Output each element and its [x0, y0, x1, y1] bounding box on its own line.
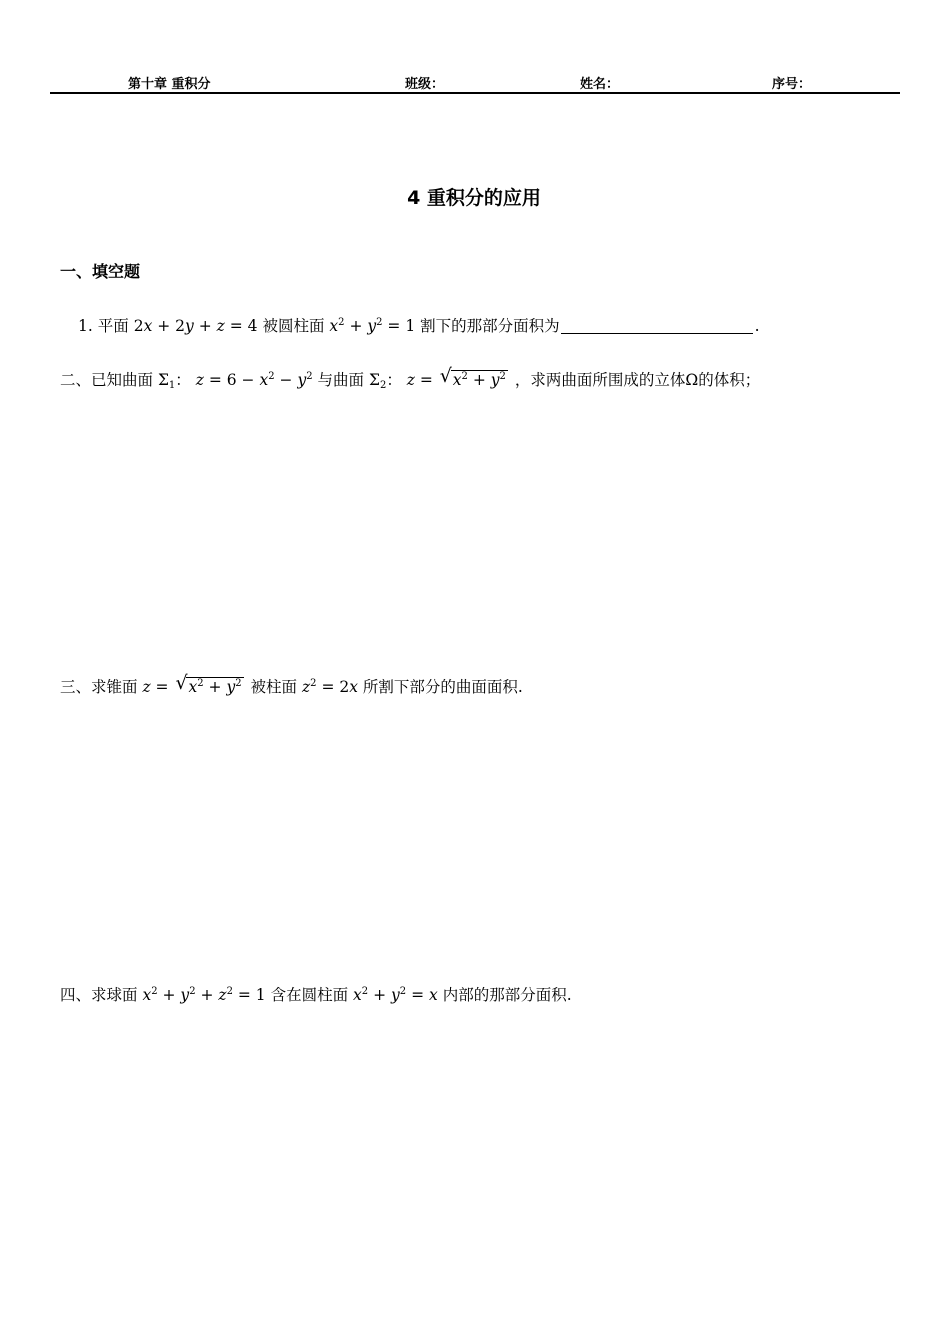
answer-blank[interactable] — [561, 317, 753, 334]
surface-2-label: $\Sigma_2$： — [368, 371, 402, 391]
cylinder-equation: $x^2 + y^2 = x$ — [353, 986, 438, 1004]
question-text: 与曲面 — [317, 371, 365, 389]
question-text: 含在圆柱面 — [270, 986, 349, 1004]
question-text: ，求两曲面所围成的立体 — [514, 371, 686, 389]
question-text: 被圆柱面 — [262, 317, 325, 335]
question-text: 平面 — [97, 317, 129, 335]
question-text: 三、求锥面 — [60, 678, 138, 696]
question-text: 被柱面 — [250, 678, 298, 696]
sequence-label: 序号： — [772, 77, 812, 92]
question-text: 二、已知曲面 — [60, 371, 154, 389]
name-label: 姓名： — [580, 77, 620, 92]
question-number: 1. — [78, 317, 93, 335]
question-text: 的体积； — [698, 371, 761, 389]
cylinder-equation: $z^2 = 2x$ — [301, 678, 358, 696]
chapter-label: 第十章 重积分 — [128, 77, 211, 92]
question-text: 四、求球面 — [60, 986, 138, 1004]
surface-2-equation: z = √ $x^2 + y^2$ — [406, 365, 506, 389]
omega-symbol: Ω — [685, 371, 699, 389]
question-1 — [78, 315, 760, 337]
surface-1-label: $\Sigma_1$： — [157, 371, 191, 391]
question-text: 所割下部分的曲面面积. — [362, 678, 523, 696]
question-3 — [60, 672, 523, 698]
section-heading-fill-blank: 一、填空题 — [60, 262, 141, 281]
sphere-equation: $x^2 + y^2 + z^2 = 1$ — [142, 986, 266, 1004]
period: . — [754, 317, 760, 335]
worksheet-header — [50, 70, 900, 94]
plane-equation: 2x + 2y + z = 4 — [133, 317, 258, 335]
question-2 — [60, 365, 761, 391]
question-text: 割下的那部分面积为 — [420, 317, 560, 335]
page-title: 4 重积分的应用 — [407, 187, 541, 209]
question-text: 内部的那部分面积. — [442, 986, 572, 1004]
question-4 — [60, 984, 572, 1006]
class-label: 班级： — [405, 77, 445, 92]
cone-equation: z = √ $x^2 + y^2$ — [142, 672, 242, 696]
surface-1-equation: $z = 6 - x^2 - y^2$ — [195, 371, 313, 389]
cylinder-equation: $x^2 + y^2 = 1$ — [329, 317, 416, 335]
